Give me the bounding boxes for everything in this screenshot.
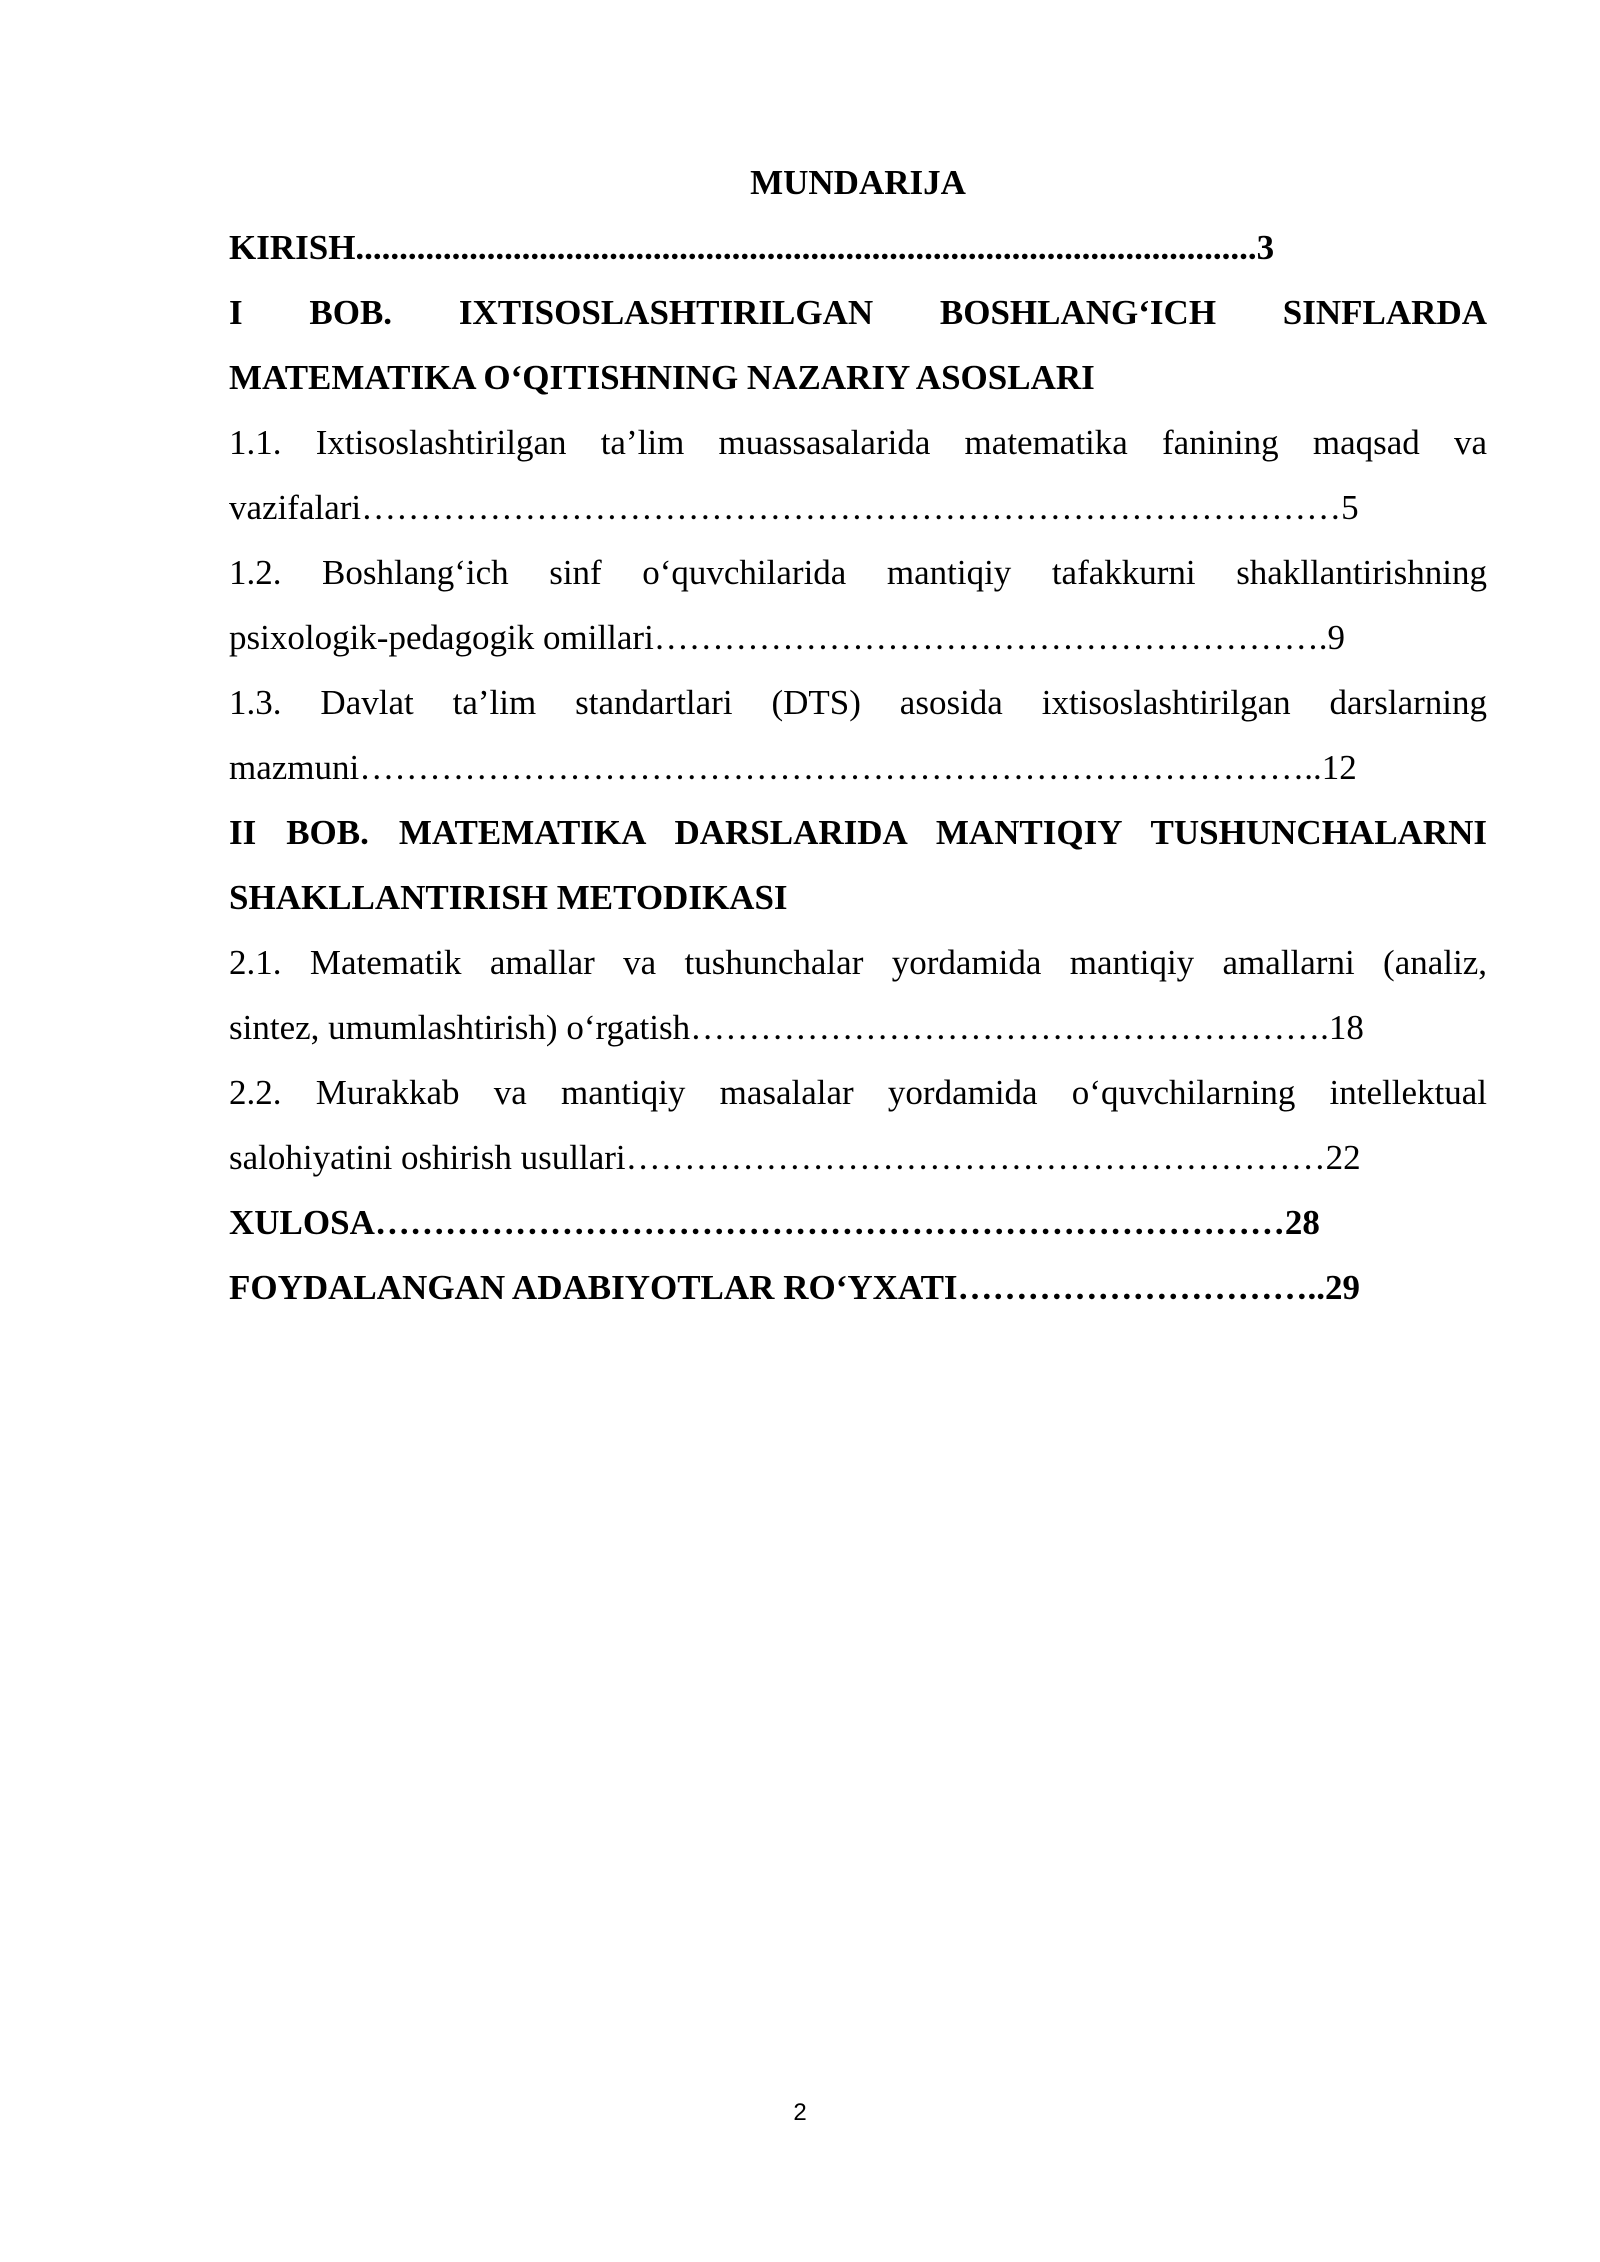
table-of-contents	[229, 150, 1487, 1320]
toc-section-2-1-line-1: 2.1. Matematik amallar va tushunchalar yordamida mantiqiy amallarni (analiz,	[229, 943, 1487, 982]
toc-entry-conclusion: XULOSA……………………………………………………………………28	[229, 1203, 1320, 1242]
toc-entry-introduction: KIRISH.......................................................................................................3	[229, 228, 1275, 267]
toc-chapter-2-heading-line-1: II BOB. MATEMATIKA DARSLARIDA MANTIQIY TUSHUNCHALARNI	[229, 813, 1487, 852]
toc-section-1-3-line-2: mazmuni………………………………………………………………………..12	[229, 748, 1357, 787]
page-number: 2	[793, 2099, 807, 2126]
toc-section-2-2-line-1: 2.2. Murakkab va mantiqiy masalalar yordamida o‘quvchilarning intellektual	[229, 1073, 1487, 1112]
toc-section-2-2-line-2: salohiyatini oshirish usullari……………………………………………………22	[229, 1138, 1361, 1177]
toc-title: MUNDARIJA	[750, 163, 966, 202]
toc-section-1-2-line-2: psixologik-pedagogik omillari………………………………………………….9	[229, 618, 1346, 657]
toc-section-2-1-line-2: sintez, umumlashtirish) o‘rgatish……………………………………………….18	[229, 1008, 1364, 1047]
toc-chapter-1-heading-line-2: MATEMATIKA O‘QITISHNING NAZARIY ASOSLARI	[229, 358, 1095, 397]
toc-section-1-3-line-1: 1.3. Davlat ta’lim standartlari (DTS) asosida ixtisoslashtirilgan darslarning	[229, 683, 1487, 722]
toc-section-1-1-line-2: vazifalari…………………………………………………………………………5	[229, 488, 1359, 527]
toc-section-1-2-line-1: 1.2. Boshlang‘ich sinf o‘quvchilarida mantiqiy tafakkurni shakllantirishning	[229, 553, 1487, 592]
toc-chapter-2-heading-line-2: SHAKLLANTIRISH METODIKASI	[229, 878, 788, 917]
toc-entry-references: FOYDALANGAN ADABIYOTLAR RO‘YXATI…………………………..29	[229, 1268, 1361, 1307]
toc-chapter-1-heading-line-1: I BOB. IXTISOSLASHTIRILGAN BOSHLANG‘ICH SINFLARDA	[229, 293, 1487, 332]
toc-section-1-1-line-1: 1.1. Ixtisoslashtirilgan ta’lim muassasalarida matematika fanining maqsad va	[229, 423, 1487, 462]
